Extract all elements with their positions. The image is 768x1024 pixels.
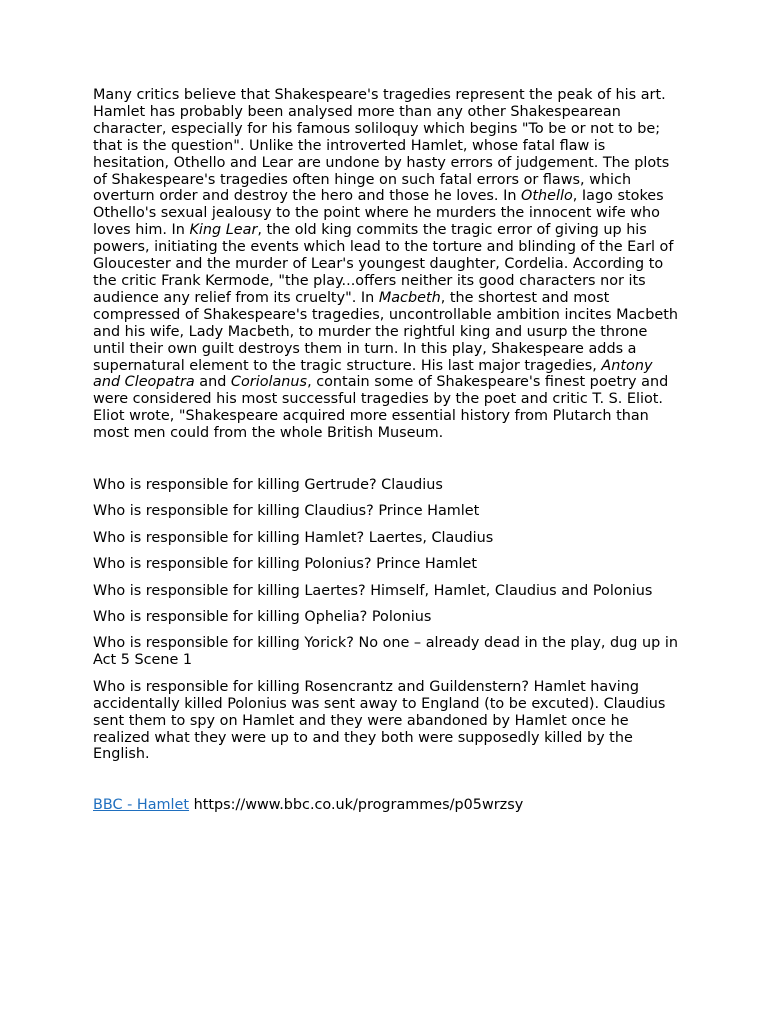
qa-item-claudius: Who is responsible for killing Claudius? Prince Hamlet: [93, 503, 480, 520]
reference-url: https://www.bbc.co.uk/programmes/p05wrzsy: [189, 797, 524, 814]
intro-text-3: , the old king commits the tragic error of giving up his powers, initiating the events which lead to the torture and blinding of the Earl of Gloucester and the murder of Lear's youngest daughter, Cordelia. According to the critic Frank Kermode, "the play...offers neither its good characters nor its audience any relief from its cruelty". In: [93, 222, 674, 306]
qa-item-rosencrantz-guildenstern: Who is responsible for killing Rosencrantz and Guildenstern? Hamlet having accidentally killed Polonius was sent away to England (to be excuted). Claudius sent them to spy on Hamlet and they were abandoned by Hamlet once he realized what they were up to and they both were supposedly killed by the English.: [93, 678, 666, 763]
document-page: [93, 87, 683, 829]
intro-text-5: and: [194, 374, 231, 391]
intro-text-1: Many critics believe that Shakespeare's tragedies represent the peak of his art. Hamlet has probably been analysed more than any other Shakespearean character, especially for his famous soliloquy which begins "To be or not to be; that is the question". Unlike the introverted Hamlet, whose fatal flaw is hesitation, Othello and Lear are undone by hasty errors of judgement. The plots of Shakespeare's tragedies often hinge on such fatal errors or flaws, which overturn order and destroy the hero and those he loves. In: [93, 87, 670, 205]
title-antony-cleopatra: Antony and Cleopatra: [93, 357, 653, 391]
bbc-hamlet-link[interactable]: BBC - Hamlet: [93, 797, 190, 814]
title-coriolanus: Coriolanus: [230, 374, 308, 391]
reference-line: [93, 797, 683, 814]
qa-list: [93, 477, 683, 763]
title-macbeth: Macbeth: [378, 289, 441, 306]
qa-item-gertrude: Who is responsible for killing Gertrude? Claudius: [93, 477, 443, 494]
intro-text-4: , the shortest and most compressed of Shakespeare's tragedies, uncontrollable ambition incites Macbeth and his wife, Lady Macbeth, to murder the rightful king and usurp the throne until their own guilt destroys them in turn. In this play, Shakespeare adds a supernatural element to the tragic structure. His last major tragedies,: [93, 289, 678, 374]
qa-item-hamlet: Who is responsible for killing Hamlet? Laertes, Claudius: [93, 529, 494, 546]
qa-item-polonius: Who is responsible for killing Polonius? Prince Hamlet: [93, 556, 478, 573]
qa-item-laertes: Who is responsible for killing Laertes? Himself, Hamlet, Claudius and Polonius: [93, 582, 653, 599]
intro-text-6: , contain some of Shakespeare's finest poetry and were considered his most successful tragedies by the poet and critic T. S. Eliot. Eliot wrote, "Shakespeare acquired more essential history from Plutarch than most men could from the whole British Museum.: [93, 374, 669, 442]
title-king-lear: King Lear: [189, 222, 258, 239]
qa-item-ophelia: Who is responsible for killing Ophelia? Polonius: [93, 609, 432, 626]
intro-paragraph: [93, 87, 683, 442]
qa-item-yorick: Who is responsible for killing Yorick? No one – already dead in the play, dug up in Act 5 Scene 1: [93, 635, 678, 669]
intro-text-2: , Iago stokes Othello's sexual jealousy to the point where he murders the innocent wife who loves him. In: [93, 188, 664, 239]
title-othello: Othello: [521, 188, 573, 205]
